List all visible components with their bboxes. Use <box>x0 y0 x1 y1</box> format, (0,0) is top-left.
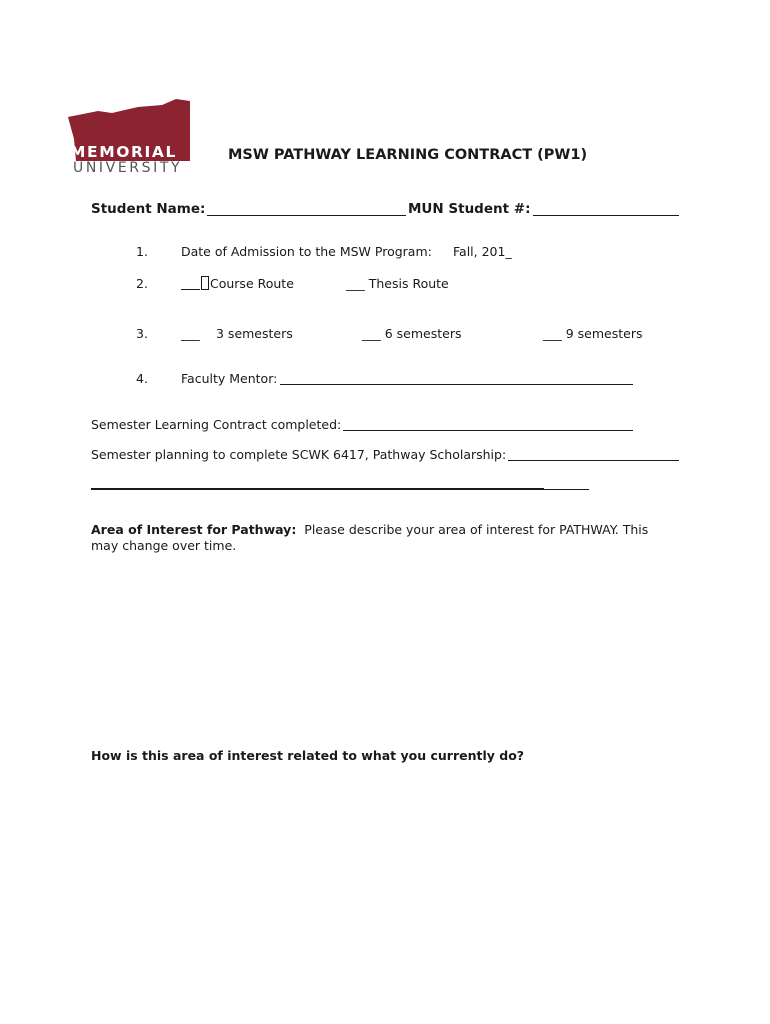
faculty-mentor-field[interactable] <box>280 384 633 385</box>
item-3-number: 3. <box>136 326 148 341</box>
thesis-route-option[interactable]: ___ Thesis Route <box>346 276 449 291</box>
text-cursor-box <box>201 276 209 290</box>
item-2-number: 2. <box>136 276 148 291</box>
course-route-option[interactable] <box>201 276 294 291</box>
mun-student-number-field[interactable] <box>533 215 679 216</box>
area-of-interest-instructions-cont: may change over time. <box>91 538 237 553</box>
semester-planning-continuation-line[interactable] <box>91 488 544 490</box>
admission-term-value[interactable]: Fall, 201_ <box>453 244 512 259</box>
area-of-interest-instructions: Please describe your area of interest for PATHWAY. This <box>304 522 649 537</box>
student-name-field[interactable] <box>207 215 406 216</box>
logo-text-university: UNIVERSITY <box>73 160 183 176</box>
relation-question-heading: How is this area of interest related to what you currently do? <box>91 748 525 763</box>
three-semesters-label: 3 semesters <box>216 326 293 341</box>
semester-planning-field[interactable] <box>508 460 679 461</box>
semester-completed-label: Semester Learning Contract completed: <box>91 417 342 432</box>
nine-semesters-option[interactable]: ___ 9 semesters <box>543 326 643 341</box>
faculty-mentor-label: Faculty Mentor: <box>181 371 278 386</box>
logo-text-memorial: MEMORIAL <box>70 143 177 161</box>
student-name-label: Student Name: <box>91 201 206 217</box>
mun-student-label: MUN Student #: <box>408 201 531 217</box>
item-1-number: 1. <box>136 244 148 259</box>
item-1-label: Date of Admission to the MSW Program: <box>181 244 432 259</box>
memorial-university-logo <box>68 99 192 179</box>
area-of-interest-heading: Area of Interest for Pathway: <box>91 522 297 537</box>
course-route-label: Course Route <box>210 276 294 291</box>
six-semesters-option[interactable]: ___ 6 semesters <box>362 326 462 341</box>
item-4-number: 4. <box>136 371 148 386</box>
semester-planning-continuation-tail <box>544 489 589 490</box>
area-of-interest-paragraph <box>91 522 648 537</box>
semester-planning-label: Semester planning to complete SCWK 6417, Pathway Scholarship: <box>91 447 507 462</box>
semester-completed-field[interactable] <box>343 430 633 431</box>
course-route-blank[interactable] <box>181 289 200 290</box>
page-title: MSW PATHWAY LEARNING CONTRACT (PW1) <box>228 147 588 163</box>
three-semesters-blank[interactable]: ___ <box>181 326 200 341</box>
